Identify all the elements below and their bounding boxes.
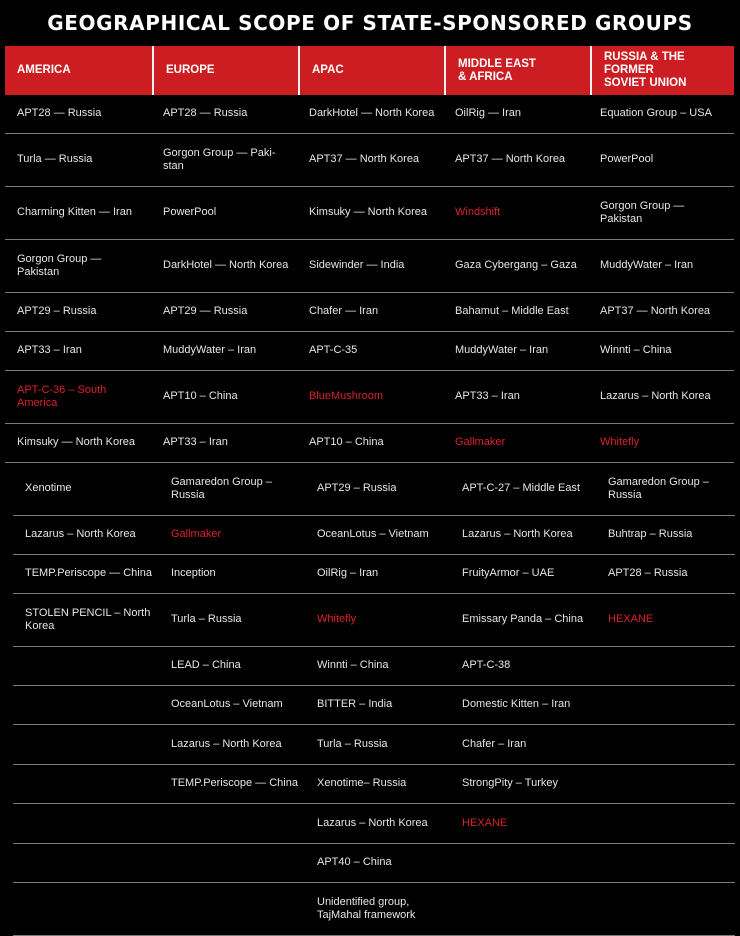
cell-mea: MuddyWater – Iran bbox=[455, 344, 549, 357]
cell-russia-fsu: Lazarus – North Korea bbox=[600, 390, 711, 403]
cell-america: Charming Kitten — Iran bbox=[17, 206, 132, 219]
table-row bbox=[5, 332, 734, 371]
cell-america bbox=[25, 725, 171, 764]
cell-apac: APT40 – China bbox=[317, 856, 392, 869]
cell-russia-fsu bbox=[608, 804, 738, 843]
cell-russia-fsu bbox=[608, 725, 738, 764]
cell-europe: Lazarus – North Korea bbox=[171, 737, 282, 750]
cell-russia-fsu bbox=[608, 883, 738, 935]
cell-mea: FruityArmor – UAE bbox=[462, 567, 555, 580]
cell-apac: APT37 — North Korea bbox=[309, 153, 420, 166]
cell-america bbox=[25, 804, 171, 843]
cell-russia-fsu bbox=[608, 686, 738, 724]
cell-america bbox=[25, 765, 171, 803]
cell-russia-fsu: Gorgon Group — Pakistan bbox=[600, 199, 685, 225]
cell-russia-fsu: APT28 – Russia bbox=[608, 567, 688, 580]
table-row bbox=[13, 844, 735, 883]
table-row bbox=[13, 594, 735, 647]
cell-mea: OilRig — Iran bbox=[455, 107, 522, 120]
cell-apac: APT-C-35 bbox=[309, 344, 358, 357]
table-row bbox=[13, 555, 735, 594]
cell-america: APT33 – Iran bbox=[17, 344, 82, 357]
cell-mea bbox=[462, 883, 608, 935]
cell-europe: Turla – Russia bbox=[171, 613, 242, 626]
cell-russia-fsu: HEXANE bbox=[608, 613, 654, 626]
header-mea: MIDDLE EAST & AFRICA bbox=[444, 46, 590, 95]
cell-russia-fsu bbox=[608, 647, 738, 685]
cell-europe: APT29 — Russia bbox=[163, 305, 248, 318]
cell-apac: Lazarus – North Korea bbox=[317, 816, 428, 829]
cell-america: STOLEN PENCIL – North Korea bbox=[25, 606, 151, 632]
cell-mea: APT-C-27 – Middle East bbox=[462, 482, 580, 495]
cell-europe: APT33 – Iran bbox=[163, 436, 228, 449]
cell-apac: APT10 – China bbox=[309, 436, 384, 449]
cell-russia-fsu: Buhtrap – Russia bbox=[608, 528, 693, 541]
groups-table bbox=[0, 95, 740, 936]
cell-russia-fsu: Winnti – China bbox=[600, 344, 672, 357]
cell-mea: Windshift bbox=[455, 206, 501, 219]
table-header bbox=[5, 46, 734, 95]
cell-america bbox=[25, 647, 171, 685]
cell-apac: BlueMushroom bbox=[309, 390, 383, 403]
cell-europe bbox=[171, 804, 317, 843]
cell-america: Kimsuky — North Korea bbox=[17, 436, 135, 449]
cell-europe: APT10 – China bbox=[163, 390, 238, 403]
table-row bbox=[5, 187, 734, 240]
cell-russia-fsu bbox=[608, 765, 738, 803]
cell-america bbox=[25, 686, 171, 724]
cell-mea: APT37 — North Korea bbox=[455, 153, 566, 166]
cell-apac: Turla – Russia bbox=[317, 737, 388, 750]
cell-america: APT28 — Russia bbox=[17, 107, 102, 120]
cell-russia-fsu: APT37 — North Korea bbox=[600, 305, 711, 318]
cell-mea: Bahamut – Middle East bbox=[455, 305, 569, 318]
cell-russia-fsu bbox=[608, 844, 738, 882]
cell-mea: APT-C-38 bbox=[462, 659, 511, 672]
cell-america: Gorgon Group — Pakistan bbox=[17, 252, 102, 278]
table-row bbox=[5, 240, 734, 293]
cell-america: Xenotime bbox=[25, 482, 72, 495]
cell-europe: Gallmaker bbox=[171, 528, 222, 541]
table-row bbox=[13, 883, 735, 936]
cell-america: APT-C-36 – South America bbox=[17, 383, 107, 409]
cell-europe: Gamaredon Group – Russia bbox=[171, 475, 272, 501]
table-row bbox=[5, 293, 734, 332]
cell-mea: Emissary Panda – China bbox=[462, 613, 584, 626]
cell-apac: OilRig – Iran bbox=[317, 567, 379, 580]
cell-apac: APT29 – Russia bbox=[317, 482, 397, 495]
table-row bbox=[13, 725, 735, 765]
cell-apac: DarkHotel — North Korea bbox=[309, 107, 435, 120]
cell-mea: Domestic Kitten – Iran bbox=[462, 698, 571, 711]
table-row bbox=[13, 765, 735, 804]
cell-europe: OceanLotus – Vietnam bbox=[171, 698, 283, 711]
cell-apac: Whitefly bbox=[317, 613, 357, 626]
header-apac: APAC bbox=[298, 46, 444, 95]
table-row bbox=[13, 686, 735, 725]
cell-america: TEMP.Periscope — China bbox=[25, 567, 152, 580]
cell-mea bbox=[462, 844, 608, 882]
cell-europe bbox=[171, 844, 317, 882]
cell-mea: Lazarus – North Korea bbox=[462, 528, 573, 541]
table-row bbox=[5, 371, 734, 424]
cell-mea: APT33 – Iran bbox=[455, 390, 520, 403]
cell-america: Lazarus – North Korea bbox=[25, 528, 136, 541]
cell-apac: Xenotime– Russia bbox=[317, 777, 407, 790]
cell-mea: HEXANE bbox=[462, 816, 508, 829]
header-russia-fsu: RUSSIA & THE FORMER SOVIET UNION bbox=[590, 46, 734, 95]
cell-apac: BITTER – India bbox=[317, 698, 393, 711]
cell-apac: Kimsuky — North Korea bbox=[309, 206, 427, 219]
cell-russia-fsu: MuddyWater – Iran bbox=[600, 259, 694, 272]
cell-europe: APT28 — Russia bbox=[163, 107, 248, 120]
page-title: GEOGRAPHICAL SCOPE OF STATE-SPONSORED GROUPS bbox=[47, 11, 693, 35]
cell-mea: StrongPity – Turkey bbox=[462, 777, 558, 790]
cell-apac: Winnti – China bbox=[317, 659, 389, 672]
cell-russia-fsu: Gamaredon Group – Russia bbox=[608, 475, 709, 501]
header-america: AMERICA bbox=[17, 64, 71, 76]
table-row bbox=[13, 647, 735, 686]
table-row bbox=[13, 804, 735, 844]
cell-america: APT29 – Russia bbox=[17, 305, 97, 318]
cell-europe: DarkHotel — North Korea bbox=[163, 259, 289, 272]
cell-america bbox=[25, 844, 171, 882]
cell-america: Turla — Russia bbox=[17, 153, 93, 166]
cell-russia-fsu: Whitefly bbox=[600, 436, 640, 449]
cell-europe: LEAD – China bbox=[171, 659, 241, 672]
cell-apac: Unidentified group, TajMahal framework bbox=[317, 895, 416, 921]
cell-europe: MuddyWater – Iran bbox=[163, 344, 257, 357]
cell-apac: Chafer — Iran bbox=[309, 305, 379, 318]
table-row bbox=[13, 516, 735, 555]
cell-apac: OceanLotus – Vietnam bbox=[317, 528, 429, 541]
cell-europe: TEMP.Periscope — China bbox=[171, 777, 298, 790]
cell-russia-fsu: Equation Group – USA bbox=[600, 107, 712, 120]
cell-america bbox=[25, 883, 171, 935]
cell-russia-fsu: PowerPool bbox=[600, 153, 654, 166]
cell-mea: Gaza Cybergang – Gaza bbox=[455, 259, 577, 272]
table-row bbox=[13, 463, 735, 516]
table-row bbox=[5, 95, 734, 134]
cell-apac: Sidewinder — India bbox=[309, 259, 405, 272]
cell-europe bbox=[171, 883, 317, 935]
cell-europe: PowerPool bbox=[163, 206, 217, 219]
table-row bbox=[5, 424, 734, 463]
cell-europe: Inception bbox=[171, 567, 216, 580]
table-row bbox=[5, 134, 734, 187]
cell-mea: Gallmaker bbox=[455, 436, 506, 449]
cell-europe: Gorgon Group — Paki- stan bbox=[163, 146, 276, 172]
cell-mea: Chafer – Iran bbox=[462, 737, 527, 750]
header-europe: EUROPE bbox=[152, 46, 298, 95]
